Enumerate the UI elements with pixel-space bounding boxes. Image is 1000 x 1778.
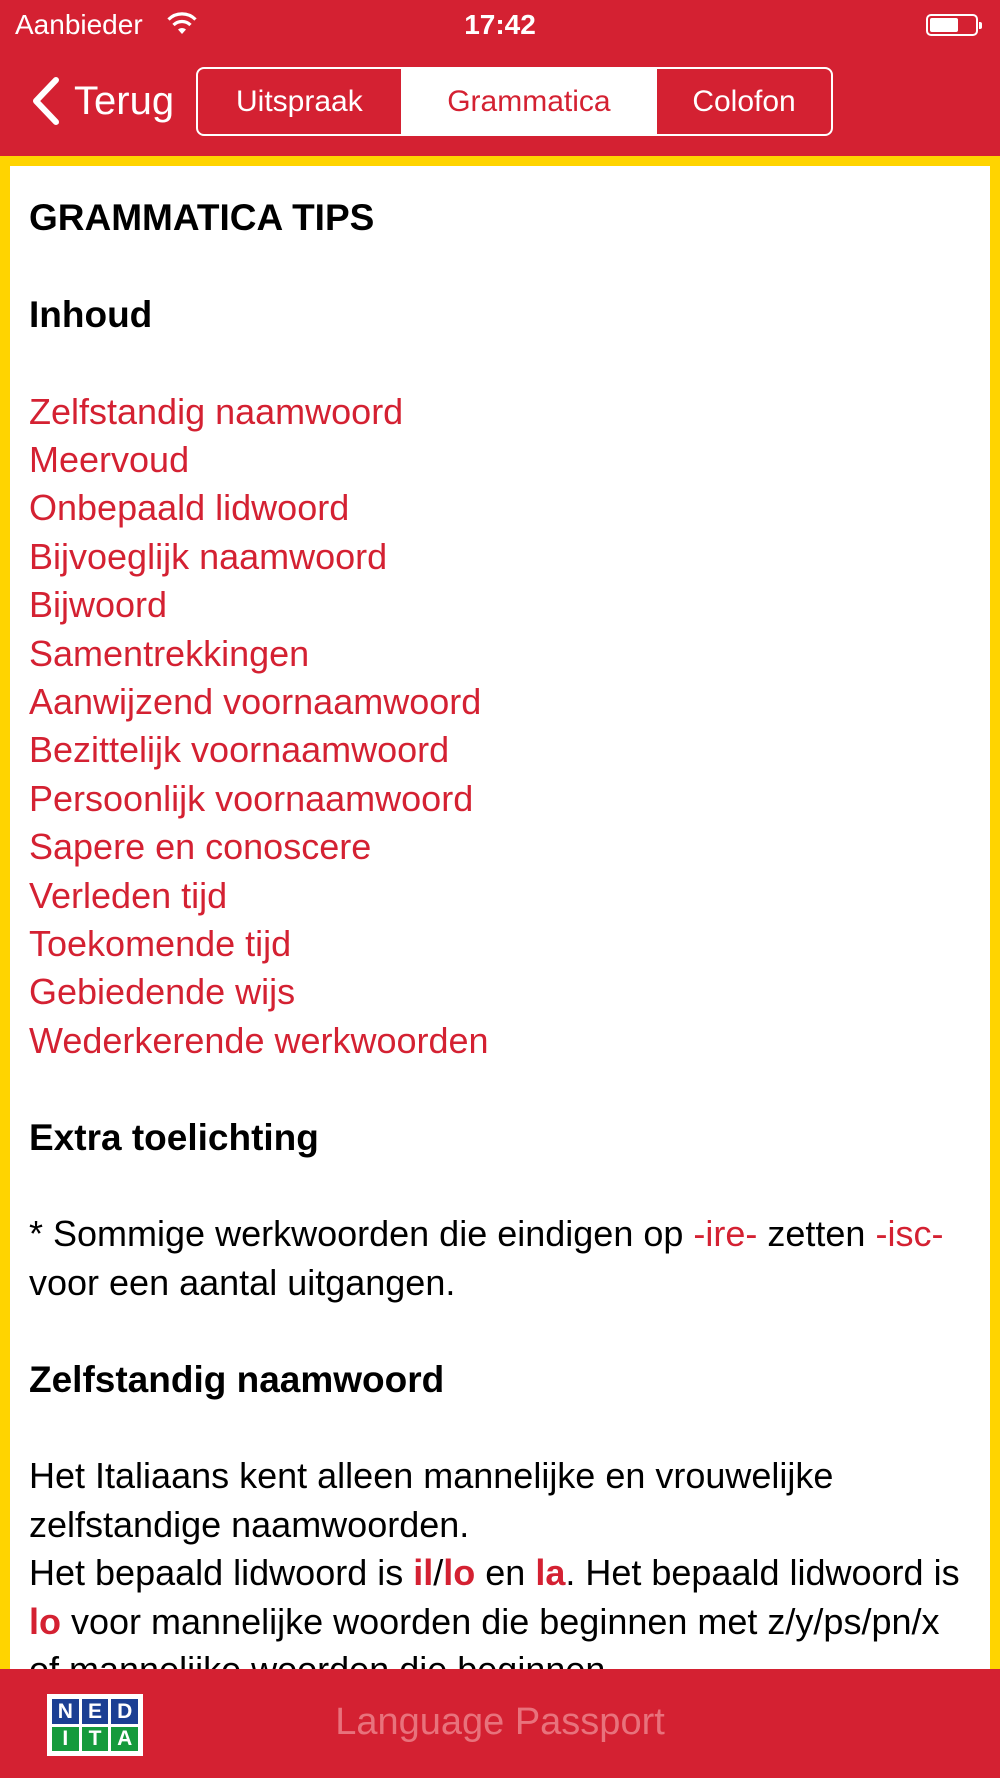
toc-heading: Inhoud <box>29 293 153 335</box>
logo-letter: N <box>52 1699 79 1724</box>
ire-suffix: -ire- <box>693 1213 758 1255</box>
battery-icon <box>926 14 978 36</box>
section-text: / <box>433 1552 444 1594</box>
article-keyword: lo <box>29 1600 61 1642</box>
back-button-label: Terug <box>74 78 175 123</box>
logo-letter: D <box>111 1699 138 1724</box>
toc-link[interactable]: Meervoud <box>29 439 190 480</box>
toc-link[interactable]: Gebiedende wijs <box>29 971 296 1013</box>
extra-text: zetten <box>757 1213 876 1255</box>
extra-paragraph <box>29 1210 970 1307</box>
logo-letter: E <box>82 1699 109 1724</box>
logo-letter: I <box>52 1727 79 1752</box>
footer-title: Language Passport <box>335 1701 665 1743</box>
extra-heading: Extra toelichting <box>29 1116 319 1158</box>
chevron-left-icon <box>28 74 62 128</box>
tab-colofon[interactable]: Colofon <box>655 69 831 134</box>
toc-link[interactable]: Aanwijzend voornaamwoord <box>29 681 482 723</box>
page-title: GRAMMATICA TIPS <box>29 197 375 238</box>
bottom-bar <box>0 1669 1000 1778</box>
article-keyword: il <box>413 1552 434 1594</box>
logo-letter: A <box>111 1727 138 1752</box>
toc-link[interactable]: Sapere en conoscere <box>29 826 372 868</box>
toc-link[interactable]: Zelfstandig naamwoord <box>29 390 404 432</box>
content-frame <box>0 156 1000 1669</box>
logo-letter: T <box>82 1727 109 1752</box>
tab-grammatica[interactable]: Grammatica <box>401 69 655 134</box>
toc-link[interactable]: Samentrekkingen <box>29 632 310 674</box>
back-button[interactable] <box>28 72 174 130</box>
article-keyword: lo <box>443 1552 476 1594</box>
extra-text: voor een aantal uitgangen. <box>29 1261 456 1303</box>
navigation-bar <box>0 50 1000 156</box>
toc-link[interactable]: Bezittelijk voornaamwoord <box>29 729 450 771</box>
content-scroll-view[interactable] <box>10 166 990 1669</box>
status-time: 17:42 <box>464 9 536 40</box>
toc-link[interactable]: Wederkerende werkwoorden <box>29 1019 489 1061</box>
segmented-control <box>196 67 833 136</box>
section-text: . Het bepaald lidwoord is <box>565 1552 960 1594</box>
status-bar <box>0 0 1000 50</box>
toc-link[interactable]: Verleden tijd <box>29 874 228 916</box>
toc-link[interactable]: Onbepaald lidwoord <box>29 487 350 529</box>
table-of-contents <box>29 388 970 1066</box>
carrier-name: Aanbieder <box>15 9 143 40</box>
section-paragraph: Het Italiaans kent alleen mannelijke en vrouwelijke zelfstandige naamwoorden. <box>29 1455 834 1545</box>
isc-suffix: -isc- <box>875 1213 944 1255</box>
section-text: en <box>475 1552 536 1594</box>
section-heading: Zelfstandig naamwoord <box>29 1358 445 1400</box>
tab-uitspraak[interactable]: Uitspraak <box>235 84 363 118</box>
section-text: Het bepaald lidwoord is <box>29 1552 414 1594</box>
article-keyword: la <box>535 1552 566 1594</box>
extra-text: * Sommige werkwoorden die eindigen op <box>29 1213 694 1255</box>
section-text: voor mannelijke woorden die beginnen met z/y/ps/pn/x <box>71 1600 940 1642</box>
toc-link[interactable]: Toekomende tijd <box>29 923 292 965</box>
toc-link[interactable]: Bijwoord <box>29 584 168 626</box>
toc-link[interactable]: Persoonlijk voornaamwoord <box>29 777 474 819</box>
toc-link[interactable]: Bijvoeglijk naamwoord <box>29 535 388 577</box>
